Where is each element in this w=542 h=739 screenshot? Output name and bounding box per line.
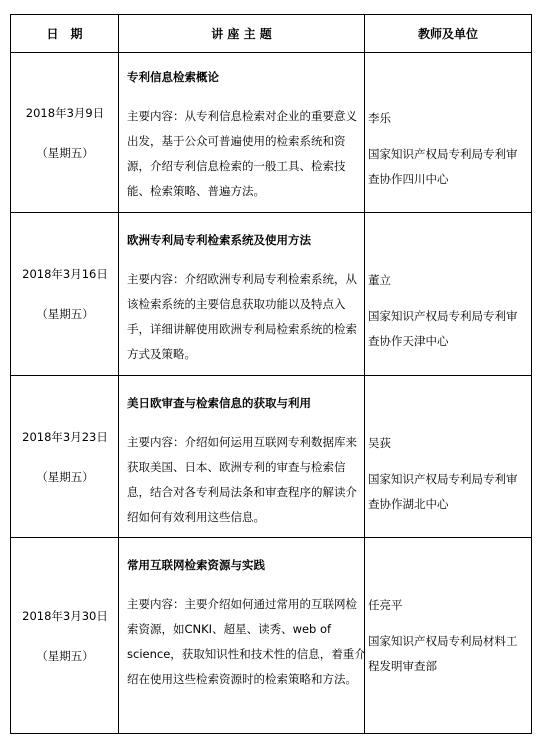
lecture-weekday: （星期五）: [36, 145, 94, 160]
table-row-date: [11, 538, 119, 733]
table-row-date: [11, 376, 119, 537]
lecture-date: 2018年3月16日: [22, 267, 108, 281]
header-teacher: 教师及单位: [417, 27, 478, 41]
table-row-teacher: [368, 268, 528, 354]
table-row-teacher: [368, 593, 528, 679]
table-row-topic: [127, 65, 367, 204]
teacher-unit: 国家知识产权局专利局材料工程发明审查部: [368, 634, 518, 673]
lecture-schedule-table: [10, 14, 532, 734]
lecture-date: 2018年3月9日: [25, 105, 105, 120]
table-row-date: [11, 213, 119, 375]
teacher-name: 董立: [368, 273, 391, 287]
lecture-weekday: （星期五）: [36, 307, 94, 321]
lecture-weekday: （星期五）: [36, 469, 94, 484]
table-row-topic: [127, 553, 367, 692]
lecture-content: 主要内容：主要介绍如何通过常用的互联网检索资源，如CNKI、超星、读秀、web of science，获取知识性和技术性的信息，着重介绍在使用这些检索资源时的检索策略和方法。: [127, 597, 366, 686]
lecture-title: 欧洲专利局专利检索系统及使用方法: [127, 233, 311, 247]
teacher-unit: 国家知识产权局专利局专利审查协作四川中心: [368, 147, 518, 186]
lecture-title: 美日欧审查与检索信息的获取与利用: [127, 396, 311, 410]
table-row-topic: [127, 228, 367, 367]
lecture-content: 主要内容：介绍欧洲专利局专利检索系统，从该检索系统的主要信息获取功能以及特点入手，详细讲解使用欧洲专利局检索系统的检索方式及策略。: [127, 272, 357, 361]
table-row-date: [11, 53, 119, 212]
teacher-unit: 国家知识产权局专利局专利审查协作天津中心: [368, 309, 518, 348]
teacher-name: 吴荻: [368, 436, 391, 450]
teacher-name: 李乐: [368, 111, 391, 125]
header-topic: 讲 座 主 题: [211, 27, 272, 41]
lecture-weekday: （星期五）: [36, 648, 94, 663]
table-row-topic: [127, 391, 367, 530]
lecture-title: 专利信息检索概论: [127, 70, 219, 84]
teacher-name: 任亮平: [368, 598, 403, 612]
table-row-teacher: [368, 106, 528, 192]
lecture-content: 主要内容：从专利信息检索对企业的重要意义出发，基于公众可普遍使用的检索系统和资源，介绍专利信息检索的一般工具、检索技能、检索策略、普遍方法。: [127, 109, 357, 198]
header-date: 日 期: [46, 27, 83, 41]
lecture-content: 主要内容：介绍如何运用互联网专利数据库来获取美国、日本、欧洲专利的审查与检索信息，结合对各专利局法条和审查程序的解读介绍如何有效利用这些信息。: [127, 435, 357, 524]
table-row-teacher: [368, 431, 528, 517]
lecture-date: 2018年3月30日: [22, 608, 108, 623]
lecture-title: 常用互联网检索资源与实践: [127, 558, 265, 572]
teacher-unit: 国家知识产权局专利局专利审查协作湖北中心: [368, 472, 518, 511]
lecture-date: 2018年3月23日: [22, 429, 108, 444]
